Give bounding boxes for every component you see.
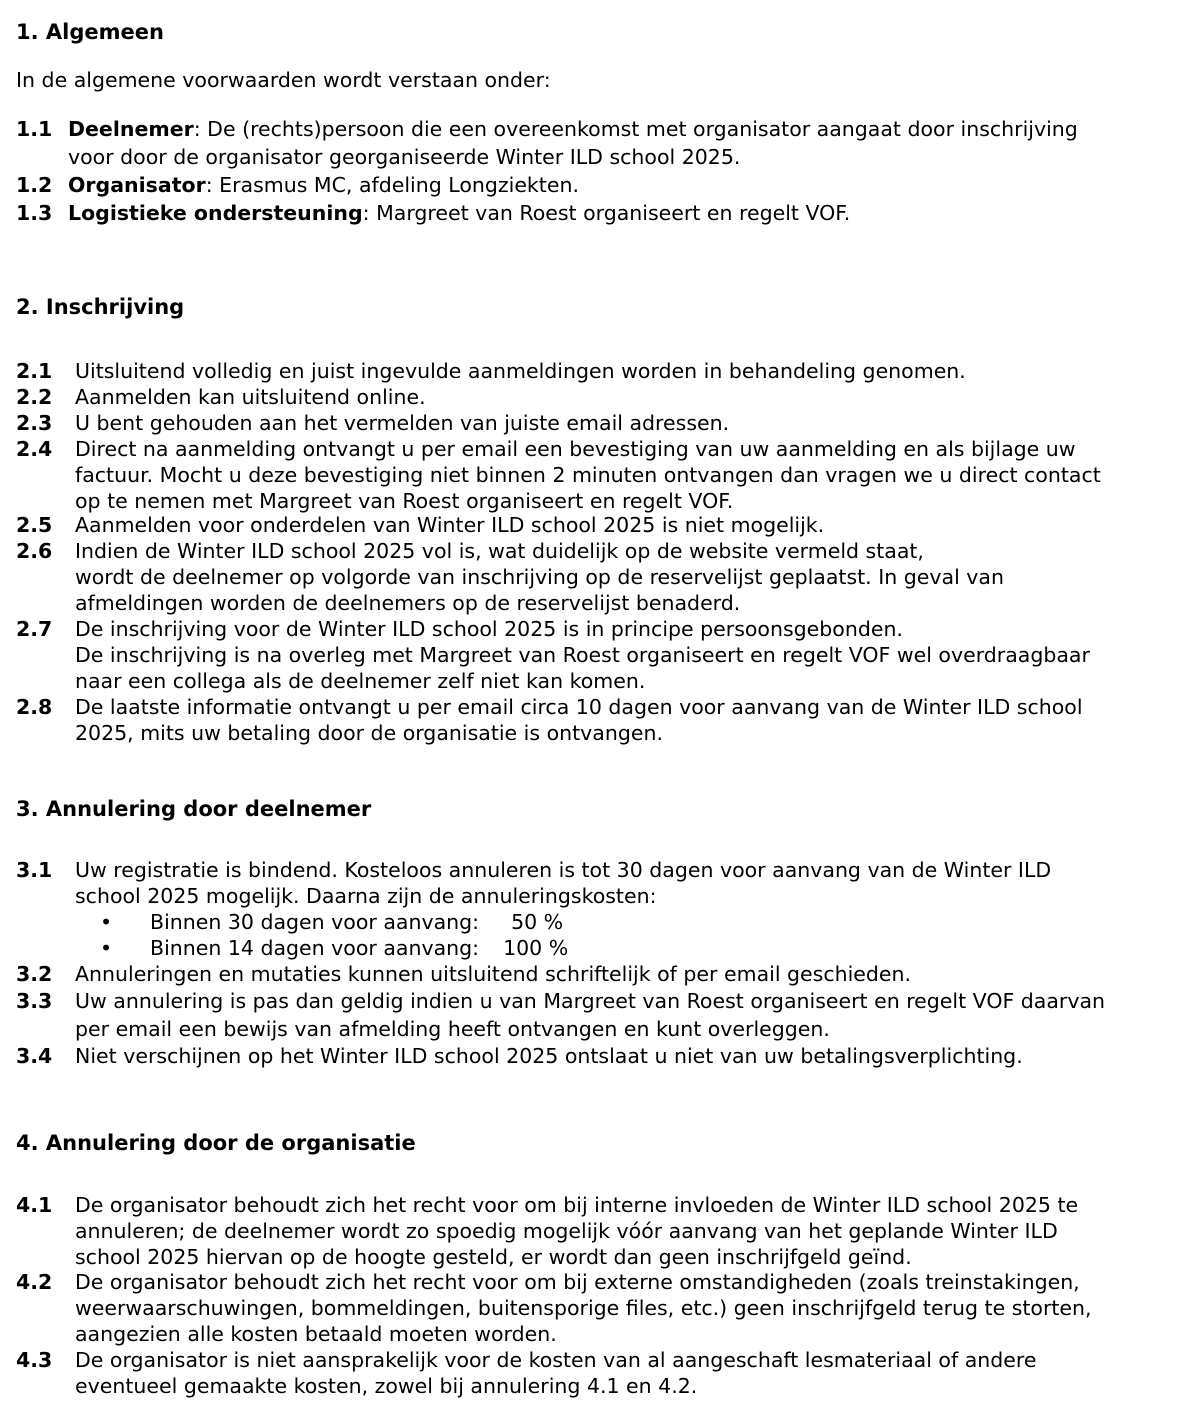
item-text-line: Uw registratie is bindend. Kosteloos annuleren is tot 30 dagen voor aanvang van de Winter ILD [75,858,1052,882]
item-text-line: Indien de Winter ILD school 2025 vol is, wat duidelijk op de website vermeld staat, [75,539,924,563]
item-text-line: De inschrijving voor de Winter ILD school 2025 is in principe persoonsgebonden. [75,617,903,641]
definition-term: Organisator [68,173,206,197]
item-text-line: school 2025 mogelijk. Daarna zijn de annuleringskosten: [75,884,657,908]
item-text-line: De laatste informatie ontvangt u per email circa 10 dagen voor aanvang van de Winter ILD school [75,695,1083,719]
definition-item [16,115,1176,171]
list-item [16,1043,1176,1069]
list-item [16,987,1176,1043]
bullet-value: 50 % [511,910,564,934]
item-text-line: school 2025 hiervan op de hoogte gesteld, er wordt dan geen inschrijfgeld geïnd. [75,1245,912,1269]
item-number: 2.8 [16,695,53,719]
definition-item [16,171,1176,199]
item-number: 1.3 [16,201,53,225]
list-item [16,358,1176,384]
item-number: 4.2 [16,1270,53,1294]
bullet-icon: • [100,910,113,934]
item-text-line: U bent gehouden aan het vermelden van juiste email adressen. [75,411,730,435]
item-text-line: Direct na aanmelding ontvangt u per email een bevestiging van uw aanmelding en als bijlage uw [75,437,1076,461]
item-text-line: De organisator is niet aansprakelijk voor de kosten van al aangeschaft lesmateriaal of andere [75,1348,1037,1372]
item-number: 2.6 [16,539,53,563]
list-item [16,694,1176,746]
item-text-line: afmeldingen worden de deelnemers op de reservelijst benaderd. [75,591,741,615]
item-text-line: factuur. Mocht u deze bevestiging niet binnen 2 minuten ontvangen dan vragen we u direct contact [75,463,1101,487]
bullet-label: Binnen 30 dagen voor aanvang: [150,910,480,934]
list-item [16,512,1176,538]
item-number: 2.7 [16,617,53,641]
item-text-line: weerwaarschuwingen, bommeldingen, buitensporige files, etc.) geen inschrijfgeld terug te storten, [75,1296,1092,1320]
item-text-line: aangezien alle kosten betaald moeten worden. [75,1322,557,1346]
item-number: 1.2 [16,173,53,197]
list-item [16,616,1176,694]
item-text-line: Aanmelden kan uitsluitend online. [75,385,426,409]
item-text-line: Aanmelden voor onderdelen van Winter ILD school 2025 is niet mogelijk. [75,513,825,537]
list-item [16,538,1176,616]
item-text-line: Uw annulering is pas dan geldig indien u van Margreet van Roest organiseert en regelt VOF daarvan [75,989,1106,1013]
list-item [16,857,1176,909]
item-number: 3.1 [16,858,53,882]
bullet-value: 100 % [503,936,569,960]
item-text-line: naar een collega als de deelnemer zelf niet kan komen. [75,669,646,693]
item-text-line: per email een bewijs van afmelding heeft ontvangen en kunt overleggen. [75,1017,830,1041]
list-item [16,961,1176,987]
item-number: 4.3 [16,1348,53,1372]
list-item [16,384,1176,410]
item-text-line: : Margreet van Roest organiseert en regelt VOF. [362,201,851,225]
item-number: 2.5 [16,513,53,537]
item-number: 2.2 [16,385,53,409]
item-number: 2.4 [16,437,53,461]
item-number: 3.2 [16,962,53,986]
item-text-line: De organisator behoudt zich het recht voor om bij externe omstandigheden (zoals treinstakingen, [75,1270,1080,1294]
definition-item [16,199,1176,227]
item-number: 1.1 [16,117,53,141]
item-text-line: : Erasmus MC, afdeling Longziekten. [205,173,579,197]
list-item [16,1269,1176,1347]
section-4-heading: 4. Annulering door de organisatie [16,1131,416,1155]
item-number: 3.3 [16,989,53,1013]
item-number: 4.1 [16,1193,53,1217]
item-text-line: op te nemen met Margreet van Roest organiseert en regelt VOF. [75,489,734,513]
list-item [16,436,1176,514]
definition-term: Deelnemer [68,117,194,141]
section-1-intro: In de algemene voorwaarden wordt verstaan onder: [16,68,551,92]
list-item [16,1347,1176,1399]
section-1-heading: 1. Algemeen [16,20,164,44]
item-text-line: Niet verschijnen op het Winter ILD school 2025 ontslaat u niet van uw betalingsverplichting. [75,1044,1023,1068]
bullet-label: Binnen 14 dagen voor aanvang: [150,936,480,960]
item-text-line: annuleren; de deelnemer wordt zo spoedig mogelijk vóór aanvang van het geplande Winter ILD [75,1219,1058,1243]
item-text-line: De inschrijving is na overleg met Margreet van Roest organiseert en regelt VOF wel overdraagbaar [75,643,1090,667]
bullet-icon: • [100,936,113,960]
item-number: 2.1 [16,359,53,383]
item-text-line: voor door de organisator georganiseerde Winter ILD school 2025. [68,145,741,169]
cost-bullet [100,909,563,935]
item-text-line: 2025, mits uw betaling door de organisatie is ontvangen. [75,721,663,745]
item-text-line: wordt de deelnemer op volgorde van inschrijving op de reservelijst geplaatst. In geval van [75,565,1004,589]
item-number: 3.4 [16,1044,53,1068]
item-text-line: Annuleringen en mutaties kunnen uitsluitend schriftelijk of per email geschieden. [75,962,912,986]
section-3-heading: 3. Annulering door deelnemer [16,797,372,821]
definition-term: Logistieke ondersteuning [68,201,363,225]
item-text-line: De organisator behoudt zich het recht voor om bij interne invloeden de Winter ILD school 2025 te [75,1193,1079,1217]
item-number: 2.3 [16,411,53,435]
item-text-line: Uitsluitend volledig en juist ingevulde aanmeldingen worden in behandeling genomen. [75,359,966,383]
cost-bullet [100,935,568,961]
item-text-line: eventueel gemaakte kosten, zowel bij annulering 4.1 en 4.2. [75,1374,698,1398]
list-item [16,410,1176,436]
section-2-heading: 2. Inschrijving [16,295,185,319]
item-text-line: : De (rechts)persoon die een overeenkomst met organisator aangaat door inschrijving [193,117,1078,141]
list-item [16,1192,1176,1270]
